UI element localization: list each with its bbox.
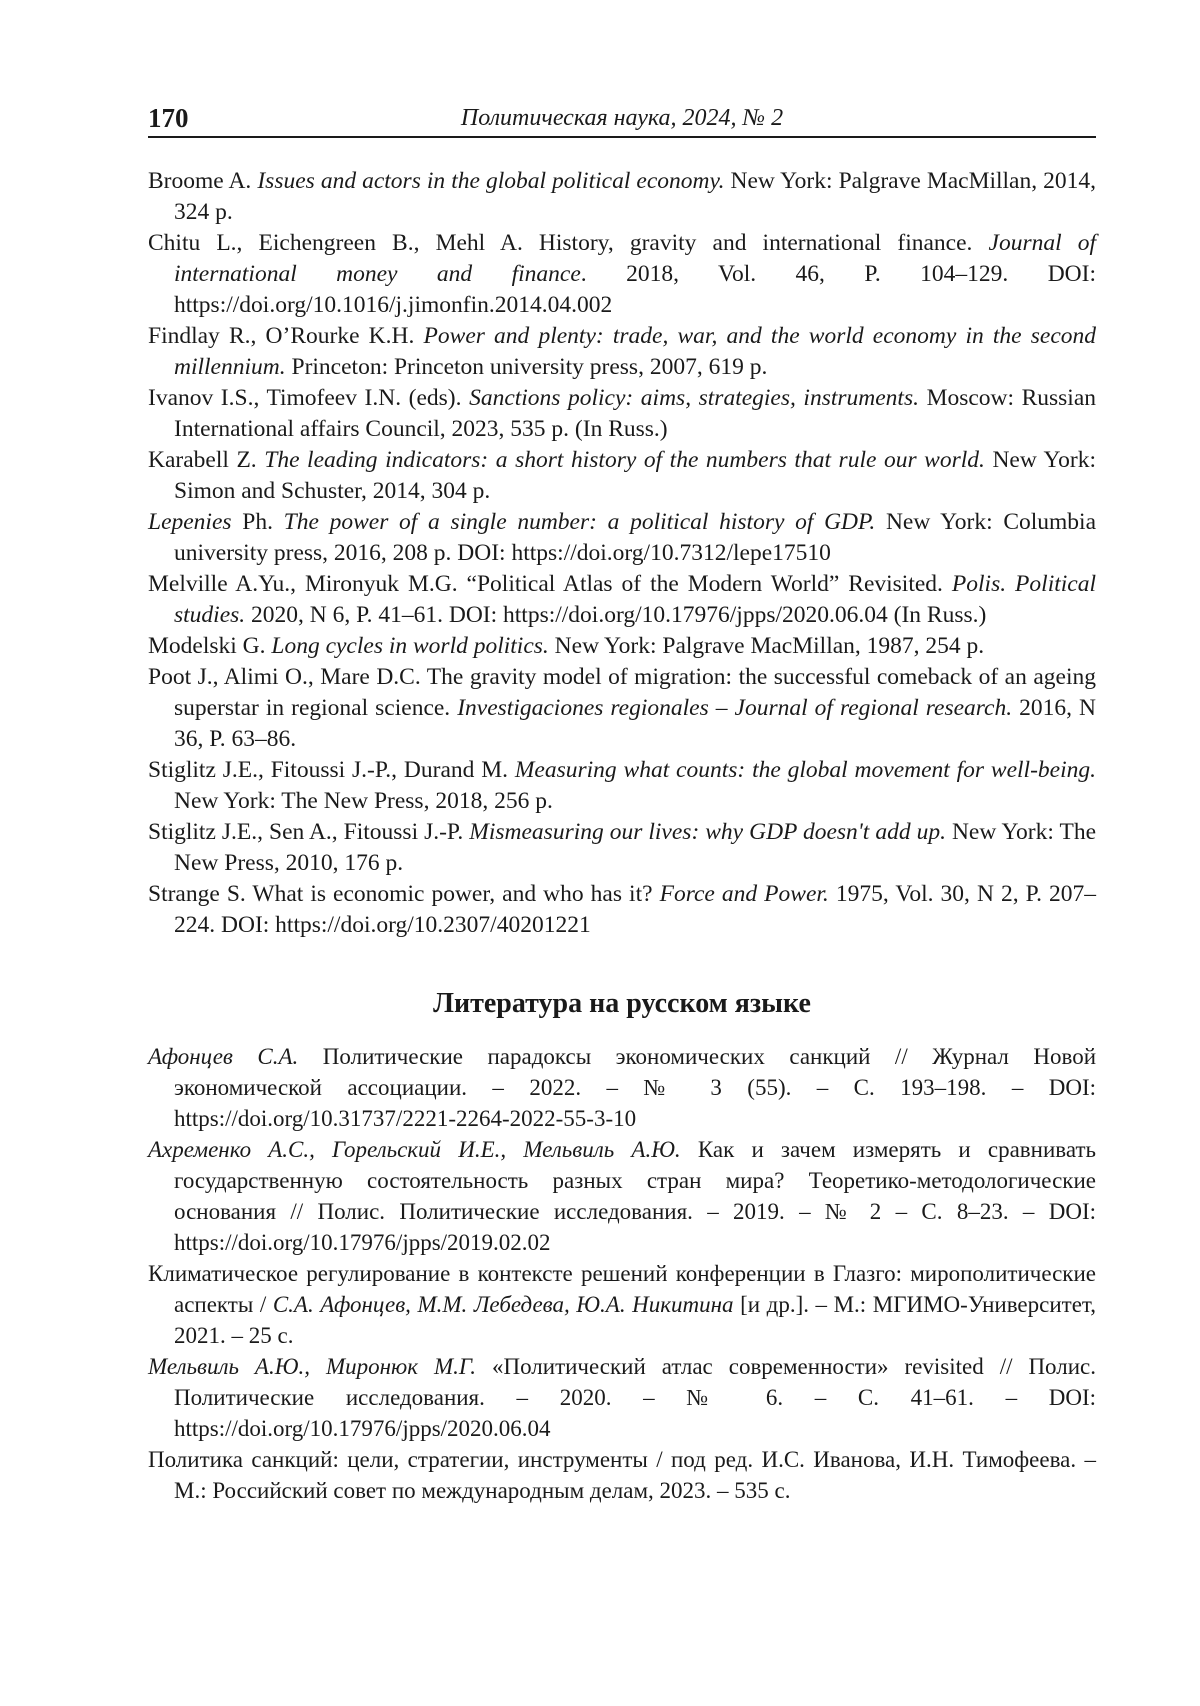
russian-reference-list: [148, 1041, 1096, 1506]
reference-item: Афонцев С.А. Политические парадоксы экономических санкций // Журнал Новой экономической ассоциации. – 2022. – № 3 (55). – С. 193–198. – DOI: https://doi.org/10.31737/2221-2264-2022-55-3-10: [148, 1041, 1096, 1134]
reference-item: Ахременко А.С., Горельский И.Е., Мельвиль А.Ю. Как и зачем измерять и сравнивать государственную состоятельность разных стран мира? Теоретико-методологические основания // Полис. Политические исследования. – 2019. – № 2 – С. 8–23. – DOI: https://doi.org/10.17976/jpps/2019.02.02: [148, 1134, 1096, 1258]
page-number: 170: [148, 103, 189, 133]
document-page: [148, 100, 1096, 1506]
reference-item: Strange S. What is economic power, and who has it? Force and Power. 1975, Vol. 30, N 2, P. 207–224. DOI: https://doi.org/10.2307/40201221: [148, 879, 1096, 941]
reference-item: Melville A.Yu., Mironyuk M.G. “Political Atlas of the Modern World” Revisited. Polis. Political studies. 2020, N 6, P. 41–61. DOI: https://doi.org/10.17976/jpps/2020.06.04 (In Russ.): [148, 569, 1096, 631]
reference-item: Broome A. Issues and actors in the global political economy. New York: Palgrave MacMillan, 2014, 324 p.: [148, 166, 1096, 228]
reference-item: Chitu L., Eichengreen B., Mehl A. History, gravity and international finance. Journal of international money and finance. 2018, Vol. 46, P. 104–129. DOI: https://doi.org/10.1016/j.jimonfin.2014.04.002: [148, 228, 1096, 321]
reference-item: Poot J., Alimi O., Mare D.C. The gravity model of migration: the successful comeback of an ageing superstar in regional science. Investigaciones regionales – Journal of regional research. 2016, N 36, P. 63–86.: [148, 662, 1096, 755]
english-reference-list: [148, 166, 1096, 941]
reference-item: Findlay R., O’Rourke K.H. Power and plenty: trade, war, and the world economy in the second millennium. Princeton: Princeton university press, 2007, 619 p.: [148, 321, 1096, 383]
reference-item: Мельвиль А.Ю., Миронюк М.Г. «Политический атлас современности» revisited // Полис. Политические исследования. – 2020. – № 6. – С. 41–61. – DOI: https://doi.org/10.17976/jpps/2020.06.04: [148, 1351, 1096, 1444]
reference-item: Stiglitz J.E., Sen A., Fitoussi J.-P. Mismeasuring our lives: why GDP doesn't add up. New York: The New Press, 2010, 176 p.: [148, 817, 1096, 879]
reference-item: Климатическое регулирование в контексте решений конференции в Глазго: миро­политические аспекты / С.А. Афонцев, М.М. Лебедева, Ю.А. Никитина [и др.]. – М.: МГИМО-Университет, 2021. – 25 с.: [148, 1258, 1096, 1351]
reference-item: Политика санкций: цели, стратегии, инструменты / под ред. И.С. Иванова, И.Н. Тимофеева. – М.: Российский совет по международным делам, 2023. – 535 с.: [148, 1444, 1096, 1506]
reference-item: Karabell Z. The leading indicators: a short history of the numbers that rule our world. New York: Simon and Schuster, 2014, 304 p.: [148, 445, 1096, 507]
running-header: [148, 100, 1096, 138]
reference-item: Stiglitz J.E., Fitoussi J.-P., Durand M. Measuring what counts: the global movement for well-being. New York: The New Press, 2018, 256 p.: [148, 755, 1096, 817]
reference-item: Lepenies Ph. The power of a single number: a political history of GDP. New York: Columbia university press, 2016, 208 p. DOI: https://doi.org/10.7312/lepe17510: [148, 507, 1096, 569]
section-heading: Литература на русском языке: [148, 987, 1096, 1021]
journal-title: Политическая наука, 2024, № 2: [148, 103, 1096, 133]
reference-item: Ivanov I.S., Timofeev I.N. (eds). Sanctions policy: aims, strategies, instruments. Moscow: Russian International affairs Council, 2023, 535 p. (In Russ.): [148, 383, 1096, 445]
reference-item: Modelski G. Long cycles in world politics. New York: Palgrave MacMillan, 1987, 254 p.: [148, 631, 1096, 662]
